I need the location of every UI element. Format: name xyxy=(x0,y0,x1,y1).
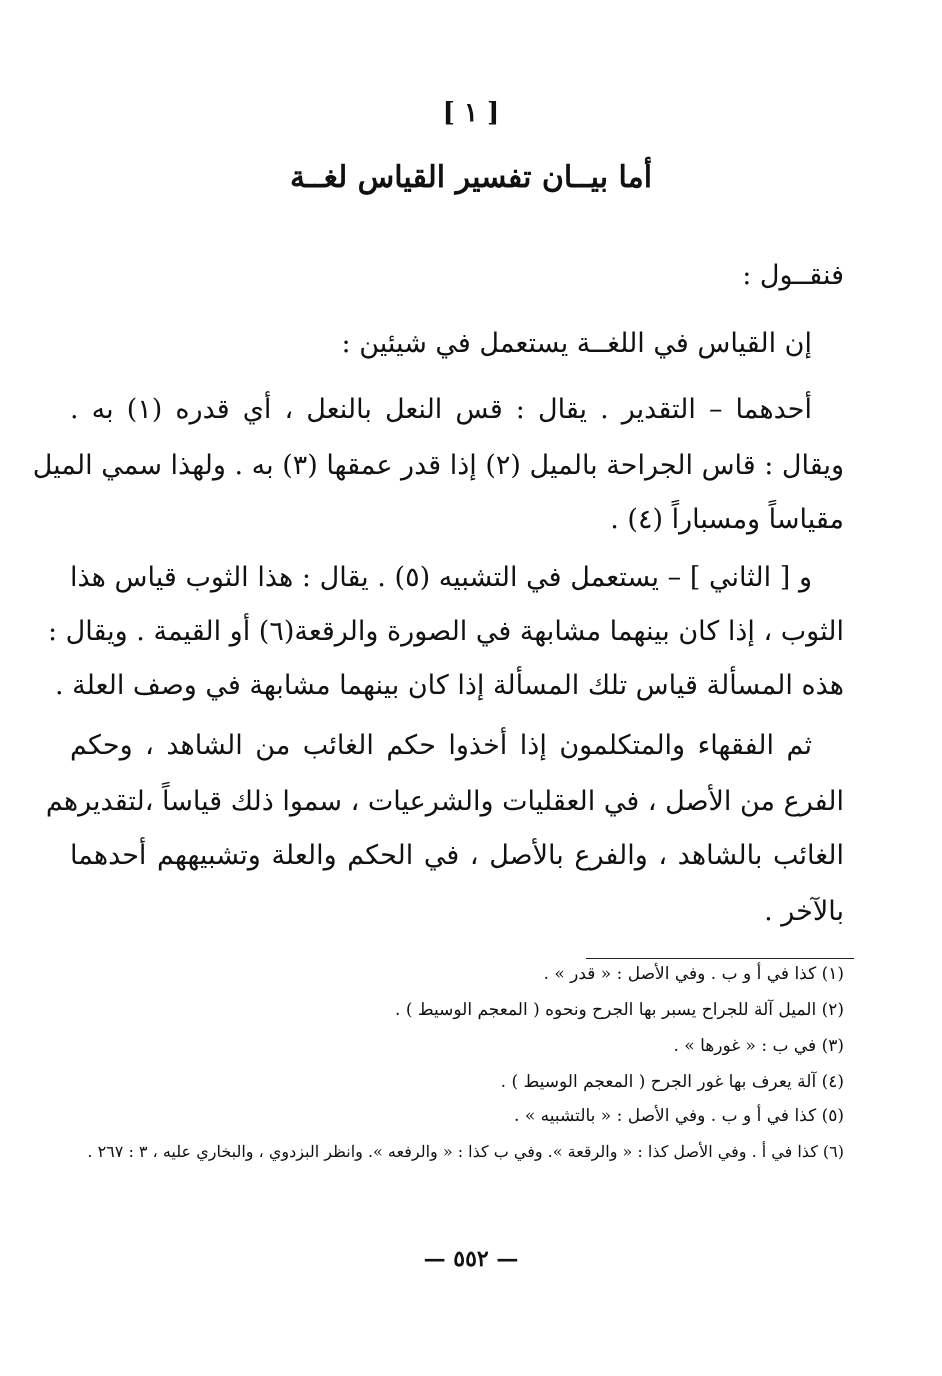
body-line: الغائب بالشاهد ، والفرع بالأصل ، في الحكم والعلة وتشبيههم أحدهما xyxy=(70,840,844,871)
body-line: و [ الثاني ] – يستعمل في التشبيه (٥) . يقال : هذا الثوب قياس هذا xyxy=(70,562,812,593)
body-line: ويقال : قاس الجراحة بالميل (٢) إذا قدر عمقها (٣) به . ولهذا سمي الميل xyxy=(32,450,844,481)
body-line: ثم الفقهاء والمتكلمون إذا أخذوا حكم الغائب من الشاهد ، وحكم xyxy=(70,730,812,761)
body-line: الثوب ، إذا كان بينهما مشابهة في الصورة والرقعة(٦) أو القيمة . ويقال : xyxy=(47,616,844,647)
footnote-divider xyxy=(586,958,854,959)
footnote: (٣) في ب : « غورها » . xyxy=(673,1036,844,1056)
body-line: فنقــول : xyxy=(742,260,844,291)
footnote: (٢) الميل آلة للجراح يسبر بها الجرح ونحوه ( المعجم الوسيط ) . xyxy=(395,1000,844,1020)
body-line: أحدهما – التقدير . يقال : قس النعل بالنعل ، أي قدره (١) به . xyxy=(70,394,812,425)
footnote: (٥) كذا في أ و ب . وفي الأصل : « بالتشبيه » . xyxy=(514,1106,844,1126)
body-line: بالآخر . xyxy=(764,896,844,927)
footnote: (١) كذا في أ و ب . وفي الأصل : « قدر » . xyxy=(543,964,844,984)
body-line: إن القياس في اللغــة يستعمل في شيئين : xyxy=(341,328,812,359)
body-line: مقياساً ومسباراً (٤) . xyxy=(610,504,844,535)
footnote: (٤) آلة يعرف بها غور الجرح ( المعجم الوسيط ) . xyxy=(500,1072,844,1092)
body-line: الفرع من الأصل ، في العقليات والشرعيات ، سموا ذلك قياساً ،لتقديرهم xyxy=(45,786,844,817)
footnote: (٦) كذا في أ . وفي الأصل كذا : « والرقعة ». وفي ب كذا : « والرفعه ». وانظر البزدوي ، والبخاري عليه ، ٣ : ٢٦٧ . xyxy=(87,1142,844,1161)
body-line: هذه المسألة قياس تلك المسألة إذا كان بينهما مشابهة في وصف العلة . xyxy=(54,670,844,701)
section-number: [ ١ ] xyxy=(442,98,500,128)
page-number: — ٥٥٢ — xyxy=(423,1246,519,1272)
section-title: أما بيــان تفسير القياس لغــة xyxy=(289,160,653,195)
